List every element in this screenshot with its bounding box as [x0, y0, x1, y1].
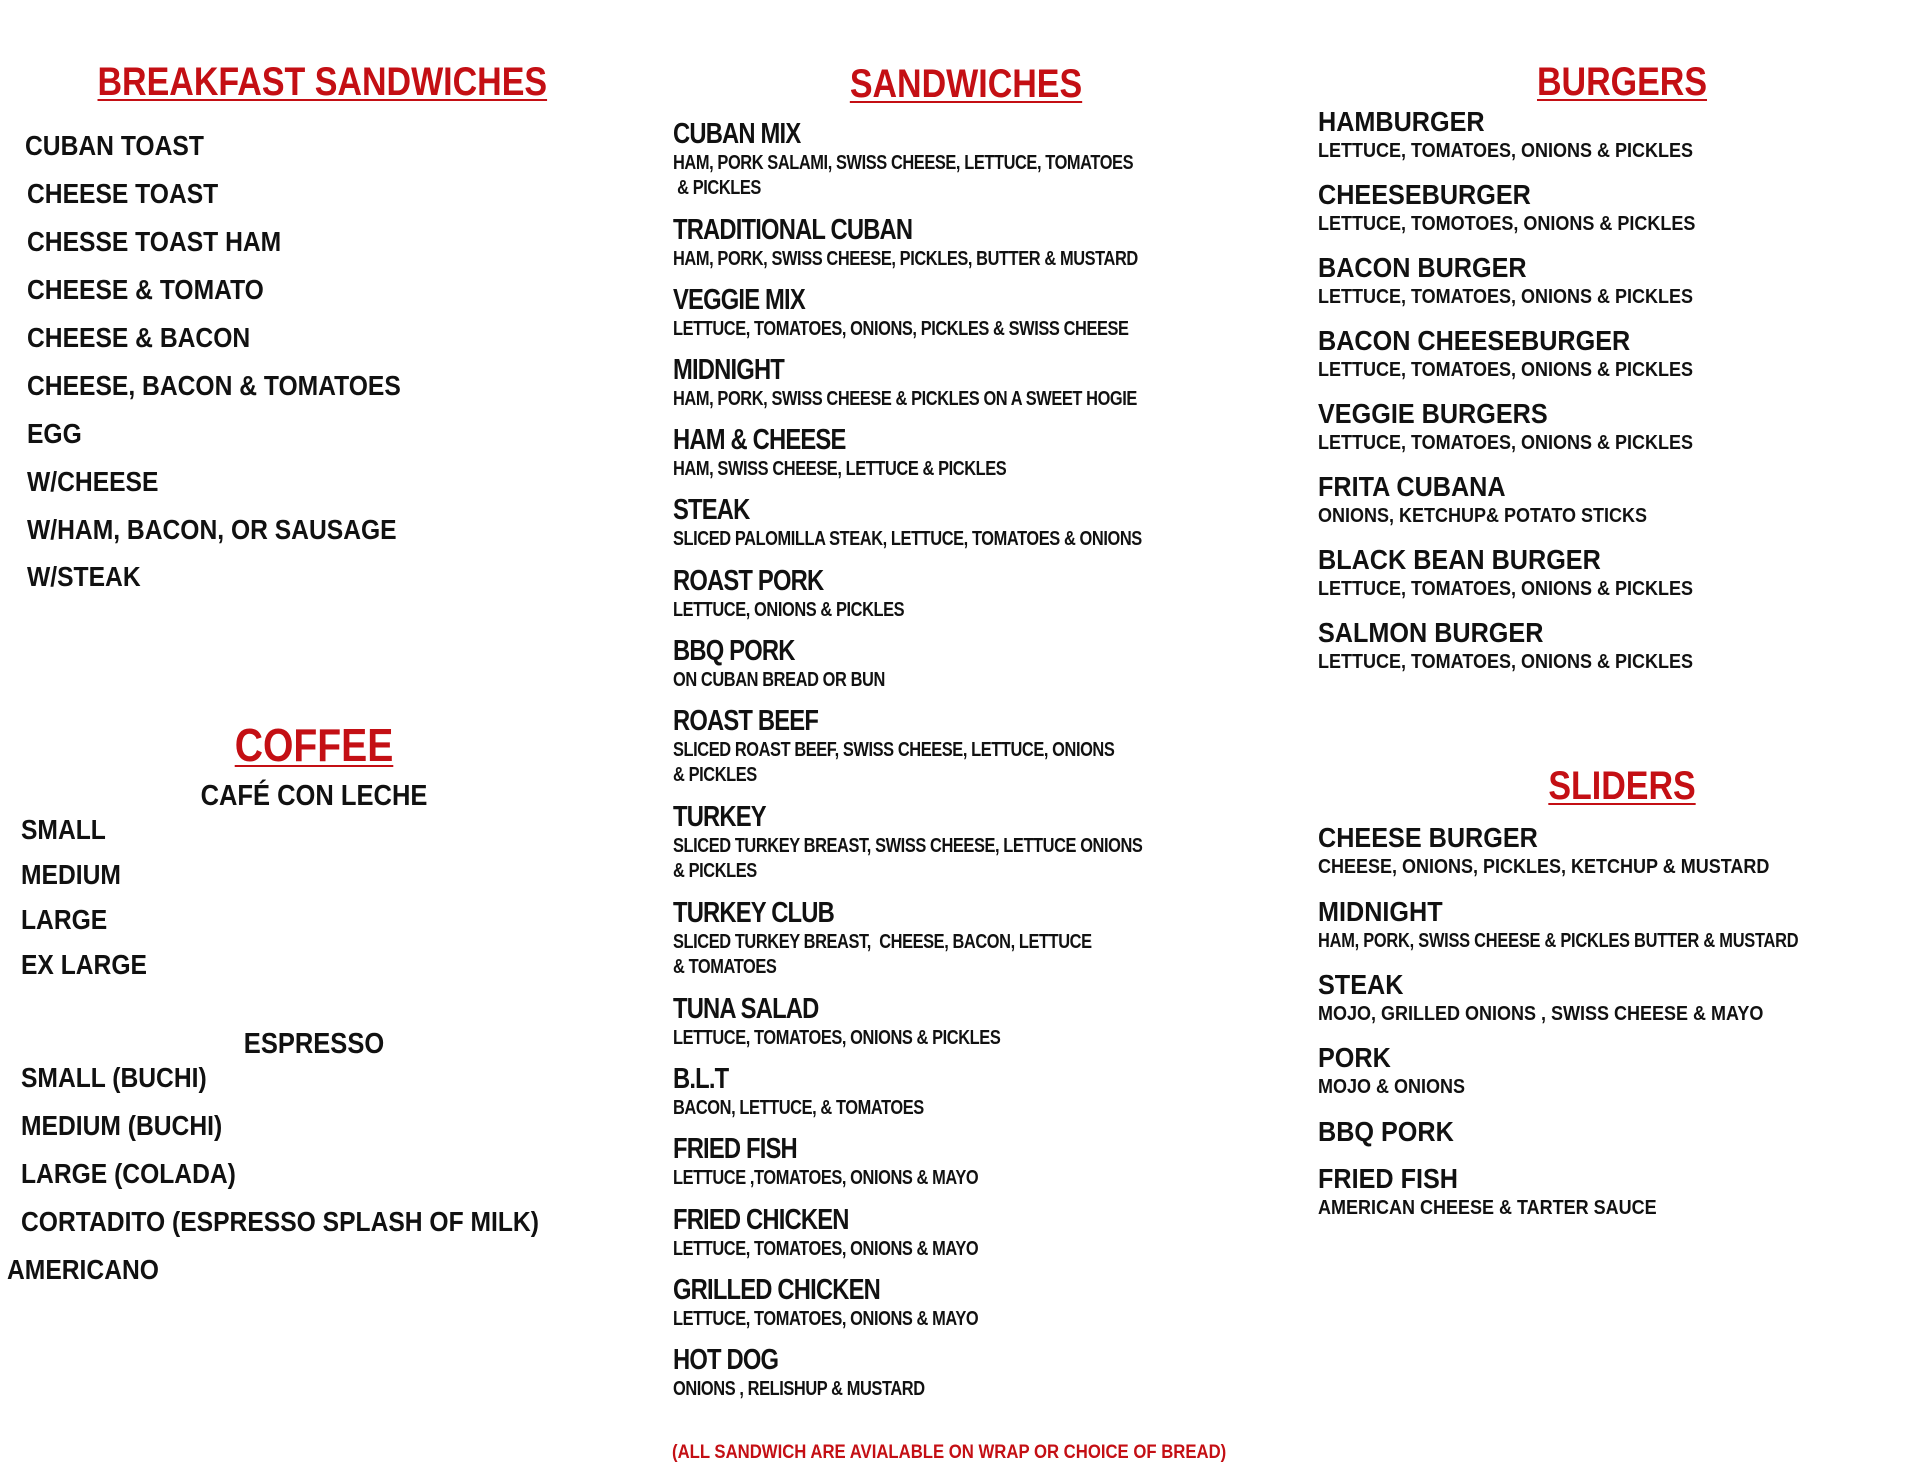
menu-item-description: MOJO & ONIONS: [1318, 1076, 1466, 1098]
menu-item-description: LETTUCE ,TOMATOES, ONIONS & MAYO: [673, 1167, 979, 1189]
menu-item-description: ONIONS, KETCHUP& POTATO STICKS: [1318, 505, 1648, 527]
coffee-title: COFFEE: [234, 719, 394, 771]
menu-item-name: BBQ PORK: [1318, 1116, 1454, 1147]
menu-item-description: ON CUBAN BREAD OR BUN: [673, 669, 885, 691]
burgers-title: BURGERS: [1536, 60, 1708, 104]
menu-item: EGG: [27, 418, 82, 449]
menu-item-description: LETTUCE, TOMATOES, ONIONS, PICKLES & SWISS CHEESE: [673, 318, 1129, 340]
menu-item: MEDIUM: [21, 859, 121, 890]
menu-item: CHEESE & BACON: [27, 322, 251, 353]
menu-item-description: LETTUCE, TOMATOES, ONIONS & MAYO: [673, 1308, 979, 1330]
menu-item-description: LETTUCE, TOMATOES, ONIONS & PICKLES: [1318, 140, 1694, 162]
menu-item-name: CHEESE BURGER: [1318, 822, 1538, 853]
menu-item-description: HAM, PORK, SWISS CHEESE & PICKLES ON A SWEET HOGIE: [673, 388, 1137, 410]
menu-item: CHEESE, BACON & TOMATOES: [27, 370, 401, 401]
breakfast-sandwiches-title: BREAKFAST SANDWICHES: [97, 60, 548, 104]
menu-item-description: HAM, PORK, SWISS CHEESE & PICKLES BUTTER & MUSTARD: [1318, 930, 1799, 952]
menu-item-name: BBQ PORK: [673, 635, 795, 667]
menu-item: LARGE: [21, 904, 108, 935]
menu-item: W/CHEESE: [27, 466, 159, 497]
menu-item-name: MIDNIGHT: [1318, 896, 1443, 927]
menu-item-description: LETTUCE, TOMATOES, ONIONS & PICKLES: [673, 1027, 1001, 1049]
menu-item: MEDIUM (BUCHI): [21, 1110, 223, 1141]
menu-item-description: SLICED TURKEY BREAST, SWISS CHEESE, LETTUCE ONIONS & PICKLES: [673, 835, 1143, 882]
sandwich-note: (ALL SANDWICH ARE AVIALABLE ON WRAP OR CHOICE OF BREAD): [672, 1442, 1227, 1463]
menu-item-name: TURKEY: [673, 801, 766, 833]
menu-item: W/HAM, BACON, OR SAUSAGE: [27, 514, 397, 545]
menu-item-name: CHEESEBURGER: [1318, 179, 1531, 210]
menu-item-name: ROAST PORK: [673, 565, 824, 597]
menu-item-name: B.L.T: [673, 1063, 729, 1095]
menu-item-description: BACON, LETTUCE, & TOMATOES: [673, 1097, 924, 1119]
menu-item-name: HOT DOG: [673, 1344, 779, 1376]
menu-item-description: HAM, PORK SALAMI, SWISS CHEESE, LETTUCE, TOMATOES & PICKLES: [673, 152, 1134, 199]
menu-item-description: CHEESE, ONIONS, PICKLES, KETCHUP & MUSTARD: [1318, 856, 1770, 878]
menu-item-name: SALMON BURGER: [1318, 617, 1544, 648]
menu-item-description: MOJO, GRILLED ONIONS , SWISS CHEESE & MAYO: [1318, 1003, 1764, 1025]
menu-item-name: MIDNIGHT: [673, 354, 785, 386]
menu-item-name: FRIED FISH: [673, 1133, 797, 1165]
menu-item-name: BLACK BEAN BURGER: [1318, 544, 1601, 575]
menu-item-description: HAM, PORK, SWISS CHEESE, PICKLES, BUTTER & MUSTARD: [673, 248, 1138, 270]
menu-item-name: PORK: [1318, 1042, 1391, 1073]
menu-item-description: SLICED PALOMILLA STEAK, LETTUCE, TOMATOES & ONIONS: [673, 528, 1142, 550]
menu-item-name: HAMBURGER: [1318, 106, 1485, 137]
menu-item-name: FRIED CHICKEN: [673, 1204, 849, 1236]
menu-item: W/STEAK: [27, 561, 141, 592]
menu-item-name: STEAK: [673, 494, 750, 526]
menu-item: CUBAN TOAST: [25, 130, 204, 161]
espresso-title: ESPRESSO: [243, 1028, 385, 1060]
menu-item: SMALL (BUCHI): [21, 1062, 207, 1093]
menu-item-description: LETTUCE, ONIONS & PICKLES: [673, 599, 905, 621]
menu-item: CHEESE & TOMATO: [27, 274, 264, 305]
menu-item-name: ROAST BEEF: [673, 705, 819, 737]
menu-item-description: LETTUCE, TOMATOES, ONIONS & PICKLES: [1318, 432, 1694, 454]
menu-item-description: AMERICAN CHEESE & TARTER SAUCE: [1318, 1197, 1657, 1219]
menu-item-name: TURKEY CLUB: [673, 897, 834, 929]
menu-item-name: TUNA SALAD: [673, 993, 819, 1025]
menu-item-name: VEGGIE MIX: [673, 284, 805, 316]
menu-item-name: CUBAN MIX: [673, 118, 801, 150]
menu-item: SMALL: [21, 814, 106, 845]
menu-item-name: GRILLED CHICKEN: [673, 1274, 881, 1306]
menu-item: EX LARGE: [21, 949, 147, 980]
menu-item-name: VEGGIE BURGERS: [1318, 398, 1548, 429]
menu-item-name: FRIED FISH: [1318, 1163, 1459, 1194]
menu-item: AMERICANO: [7, 1254, 159, 1285]
menu-item-description: SLICED ROAST BEEF, SWISS CHEESE, LETTUCE, ONIONS & PICKLES: [673, 739, 1115, 786]
menu-item-description: ONIONS , RELISHUP & MUSTARD: [673, 1378, 925, 1400]
menu-item-description: LETTUCE, TOMATOES, ONIONS & PICKLES: [1318, 286, 1694, 308]
sandwiches-title: SANDWICHES: [849, 62, 1083, 106]
menu-item-name: BACON BURGER: [1318, 252, 1527, 283]
menu-item-description: LETTUCE, TOMATOES, ONIONS & PICKLES: [1318, 359, 1694, 381]
menu-item: LARGE (COLADA): [21, 1158, 236, 1189]
sliders-title: SLIDERS: [1548, 764, 1696, 808]
menu-item-description: LETTUCE, TOMATOES, ONIONS & PICKLES: [1318, 651, 1694, 673]
cafe-con-leche-title: CAFÉ CON LECHE: [200, 780, 428, 812]
menu-item-description: HAM, SWISS CHEESE, LETTUCE & PICKLES: [673, 458, 1007, 480]
menu-item-name: STEAK: [1318, 969, 1404, 1000]
menu-item: CORTADITO (ESPRESSO SPLASH OF MILK): [21, 1206, 539, 1237]
menu-item-description: LETTUCE, TOMATOES, ONIONS & MAYO: [673, 1238, 979, 1260]
menu-item-name: HAM & CHEESE: [673, 424, 846, 456]
menu-item-description: LETTUCE, TOMOTOES, ONIONS & PICKLES: [1318, 213, 1696, 235]
menu-item: CHEESE TOAST: [27, 178, 219, 209]
menu-item-description: LETTUCE, TOMATOES, ONIONS & PICKLES: [1318, 578, 1694, 600]
menu-item-name: BACON CHEESEBURGER: [1318, 325, 1631, 356]
menu-item-description: SLICED TURKEY BREAST, CHEESE, BACON, LETTUCE & TOMATOES: [673, 931, 1092, 978]
menu-item-name: FRITA CUBANA: [1318, 471, 1506, 502]
menu-item-name: TRADITIONAL CUBAN: [673, 214, 913, 246]
menu-item: CHESSE TOAST HAM: [27, 226, 282, 257]
